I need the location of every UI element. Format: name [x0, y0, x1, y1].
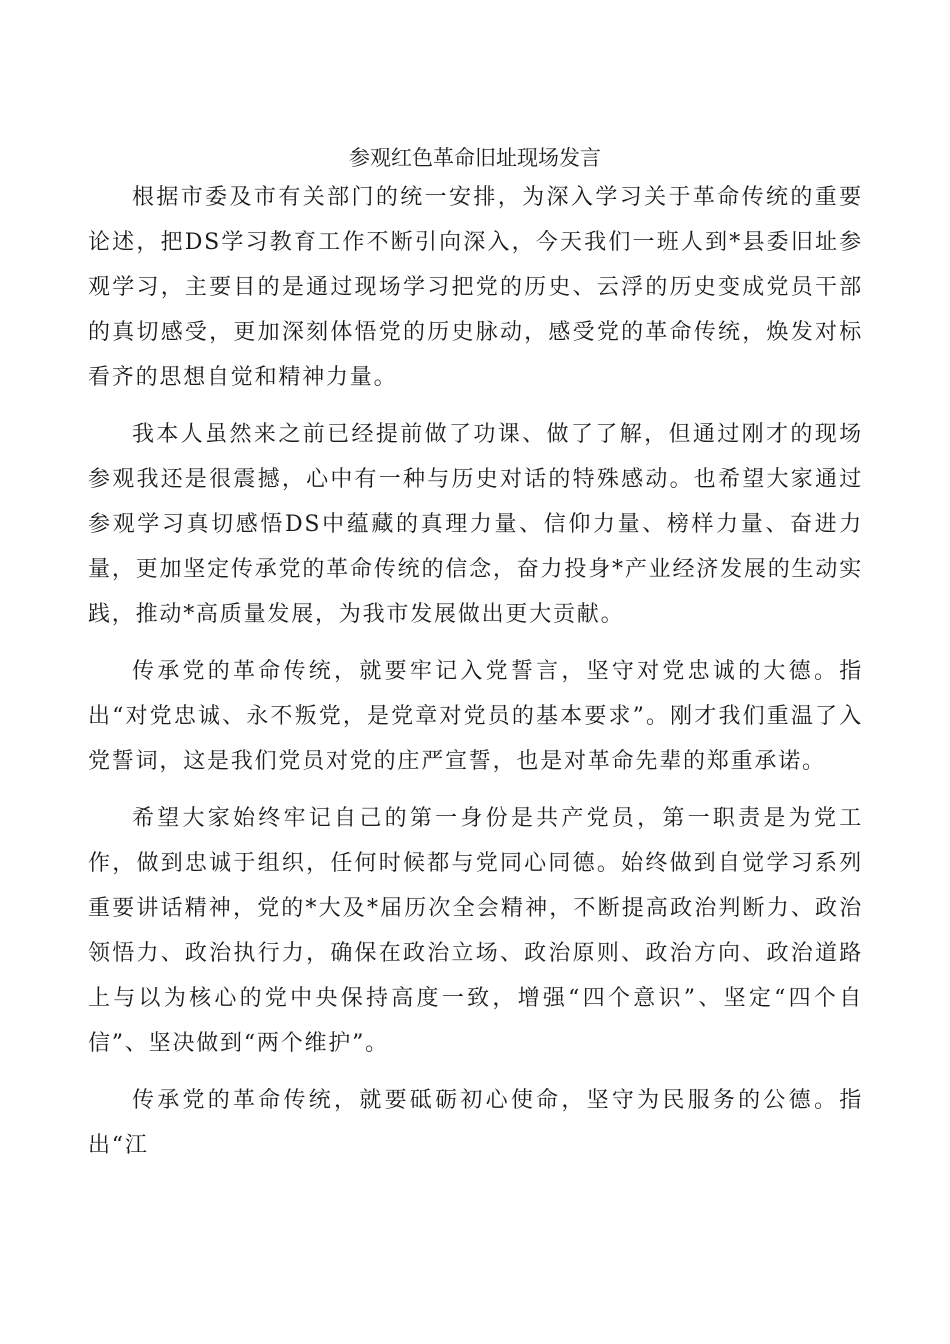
- paragraph-3: 传承党的革命传统，就要牢记入党誓言，坚守对党忠诚的大德。指出“对党忠诚、永不叛党，是党章对党员的基本要求”。刚才我们重温了入党誓词，这是我们党员对党的庄严宣誓，也是对革命先辈的郑重承诺。: [88, 659, 863, 774]
- paragraph-5: 传承党的革命传统，就要砥砺初心使命，坚守为民服务的公德。指出“江: [88, 1088, 863, 1158]
- paragraph-4: 希望大家始终牢记自己的第一身份是共产党员，第一职责是为党工作，做到忠诚于组织，任何时候都与党同心同德。始终做到自觉学习系列重要讲话精神，党的*大及*届历次全会精神，不断提高政治判断力、政治领悟力、政治执行力，确保在政治立场、政治原则、政治方向、政治道路上与以为核心的党中央保持高度一致，增强“四个意识”、坚定“四个自信”、坚决做到“两个维护”。: [88, 806, 863, 1056]
- paragraph-1: 根据市委及市有关部门的统一安排，为深入学习关于革命传统的重要论述，把DS学习教育工作不断引向深入，今天我们一班人到*县委旧址参观学习，主要目的是通过现场学习把党的历史、云浮的历史变成党员干部的真切感受，更加深刻体悟党的历史脉动，感受党的革命传统，焕发对标看齐的思想自觉和精神力量。: [88, 185, 863, 390]
- paragraph-2: 我本人虽然来之前已经提前做了功课、做了了解，但通过刚才的现场参观我还是很震撼，心中有一种与历史对话的特殊感动。也希望大家通过参观学习真切感悟DS中蕴藏的真理力量、信仰力量、榜样力量、奋进力量，更加坚定传承党的革命传统的信念，奋力投身*产业经济发展的生动实践，推动*高质量发展，为我市发展做出更大贡献。: [88, 422, 863, 627]
- document-title: 参观红色革命旧址现场发言: [349, 146, 601, 170]
- document-body: [88, 175, 863, 1180]
